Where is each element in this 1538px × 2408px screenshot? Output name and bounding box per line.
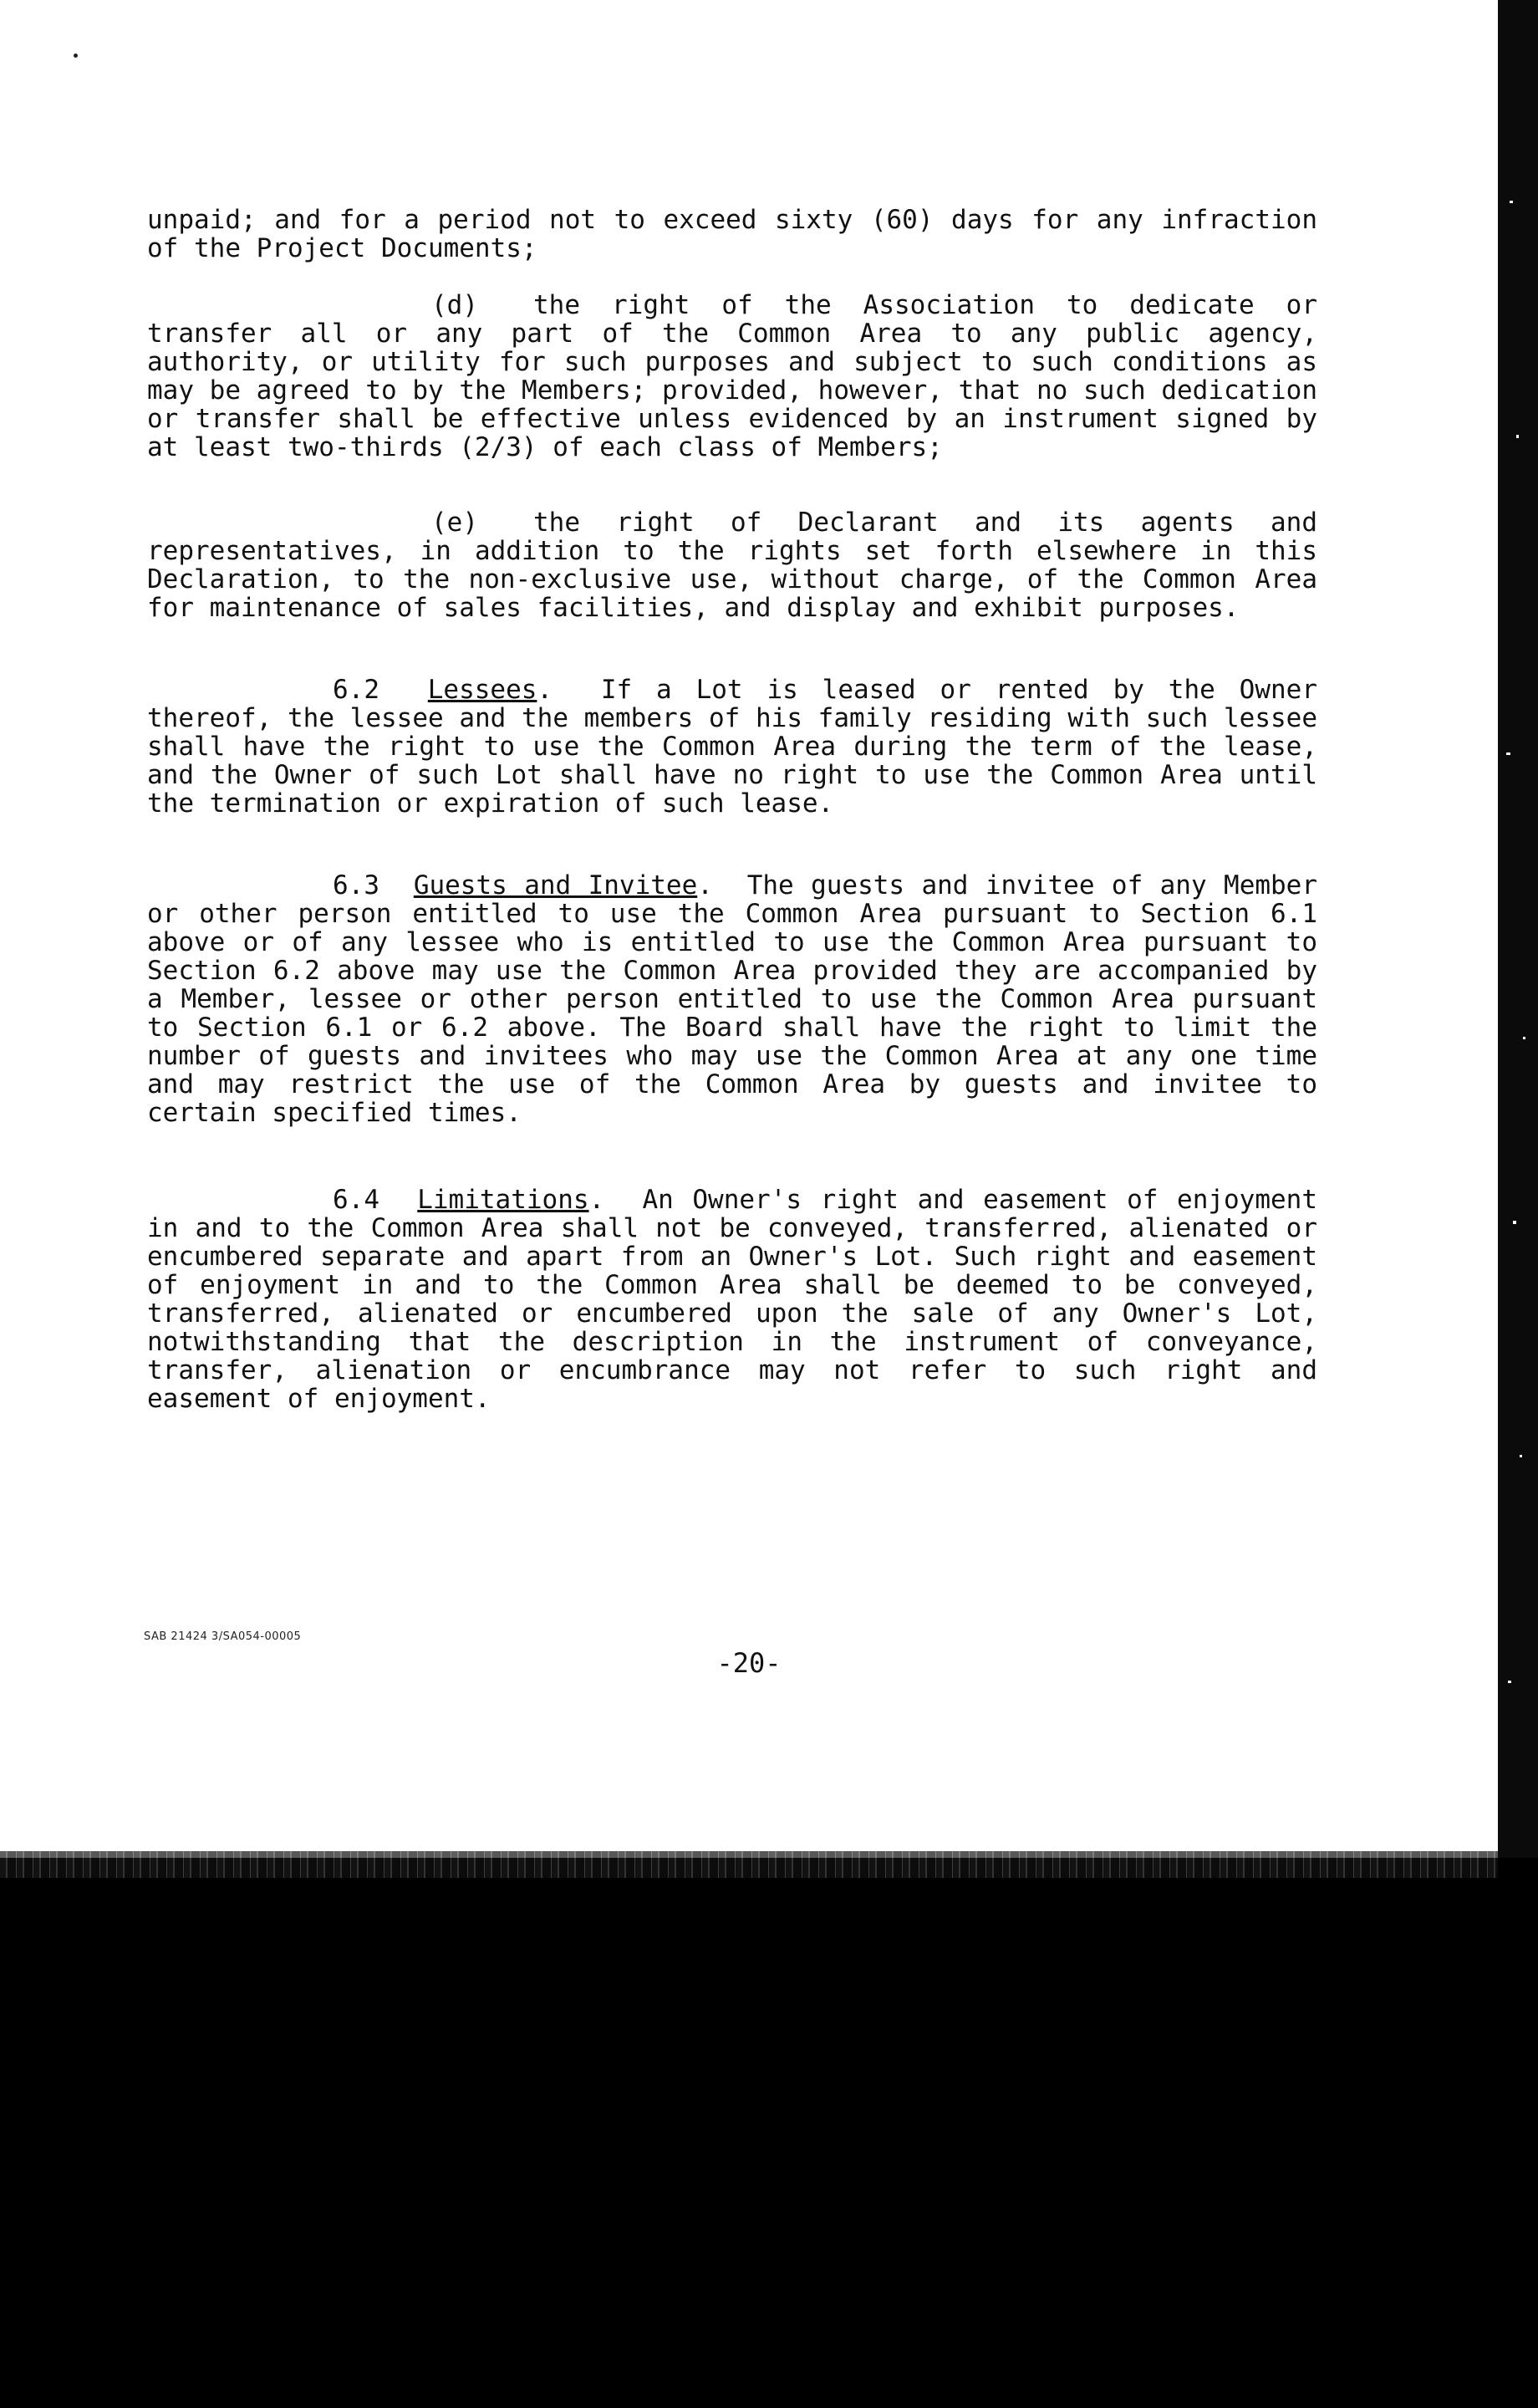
paragraph-text: If a Lot is leased or rented by the Owner thereof, the lessee and the members of his family residing with such lessee shall have the right to use the Common Area during the term of the lease, and the Owner of such Lot shall have no right to use the Common Area until the termination or expiration of such lease. [147,675,1317,819]
section-6-3: 6.3 Guests and Invitee. The guests and invitee of any Member or other person entitled to use the Common Area pursuant to Section 6.1 above or of any lessee who is entitled to use the Common Area pursuant to Section 6.2 above may use the Common Area provided they are accompanied by a Member, lessee or other person entitled to use the Common Area pursuant to Section 6.1 or 6.2 above. The Board shall have the right to limit the number of guests and invitees who may use the Common Area at any one time and may restrict the use of the Common Area by guests and invitee to certain specified times. [147,870,1318,1128]
section-heading: Lessees [427,675,537,705]
section-heading: Guests and Invitee [413,870,698,900]
paragraph-text: the right of the Association to dedicate or transfer all or any part of the Common Area to any public agency, authority, or utility for such purposes and subject to such conditions as may be agreed to by the Members; provided, however, that no such dedication or transfer shall be effective unless evidenced by an instrument signed by at least two-thirds (2/3) of each class of Members; [147,290,1317,462]
paragraph-subsection-d [147,291,1317,462]
paragraph-text: the right of Declarant and its agents and representatives, in addition to the rights set forth elsewhere in this Declaration, to the non-exclusive use, without charge, of the Common Area for maintenance of sales facilities, and display and exhibit purposes. [147,508,1317,623]
section-number: 6.3 [333,870,379,900]
scan-edge-strip [1498,0,1538,1858]
section-number: 6.4 [333,1185,379,1215]
subsection-marker: (e) [431,508,478,538]
paragraph-text: The guests and invitee of any Member or other person entitled to use the Common Area pursuant to Section 6.1 above or of any lessee who is entitled to use the Common Area pursuant to Section 6.2 above may use the Common Area provided they are accompanied by a Member, lessee or other person entitled to use the Common Area pursuant to Section 6.1 or 6.2 above. The Board shall have the right to limit the number of guests and invitees who may use the Common Area at any one time and may restrict the use of the Common Area by guests and invitee to certain specified times. [147,870,1318,1128]
section-heading: Limitations [417,1185,589,1215]
paragraph-continuation [147,206,1317,263]
footer-document-code: SAB 21424 3/SA054-00005 [144,1630,302,1643]
paragraph-text: unpaid; and for a period not to exceed sixty (60) days for any infraction of the Project Documents; [147,205,1317,263]
section-number: 6.2 [333,675,379,705]
page-number: -20- [716,1647,782,1679]
section-6-2: 6.2 Lessees. If a Lot is leased or rented by the Owner thereof, the lessee and the members of his family residing with such lessee shall have the right to use the Common Area during the term of the lease, and the Owner of such Lot shall have no right to use the Common Area until the termination or expiration of such lease. [147,675,1317,819]
scan-bottom-edge [0,1851,1498,1878]
subsection-marker: (d) [431,290,478,320]
paragraph-text: An Owner's right and easement of enjoyment in and to the Common Area shall not be conveyed, transferred, alienated or encumbered separate and apart from an Owner's Lot. Such right and easement of enjoyment in and to the Common Area shall be deemed to be conveyed, transferred, alienated or encumbered upon the sale of any Owner's Lot, notwithstanding that the description in the instrument of conveyance, transfer, alienation or encumbrance may not refer to such right and easement of enjoyment. [147,1185,1317,1414]
section-6-4: 6.4 Limitations. An Owner's right and easement of enjoyment in and to the Common Area shall not be conveyed, transferred, alienated or encumbered separate and apart from an Owner's Lot. Such right and easement of enjoyment in and to the Common Area shall be deemed to be conveyed, transferred, alienated or encumbered upon the sale of any Owner's Lot, notwithstanding that the description in the instrument of conveyance, transfer, alienation or encumbrance may not refer to such right and easement of enjoyment. [147,1185,1317,1414]
scan-speck [74,54,78,58]
paragraph-subsection-e [147,508,1317,622]
